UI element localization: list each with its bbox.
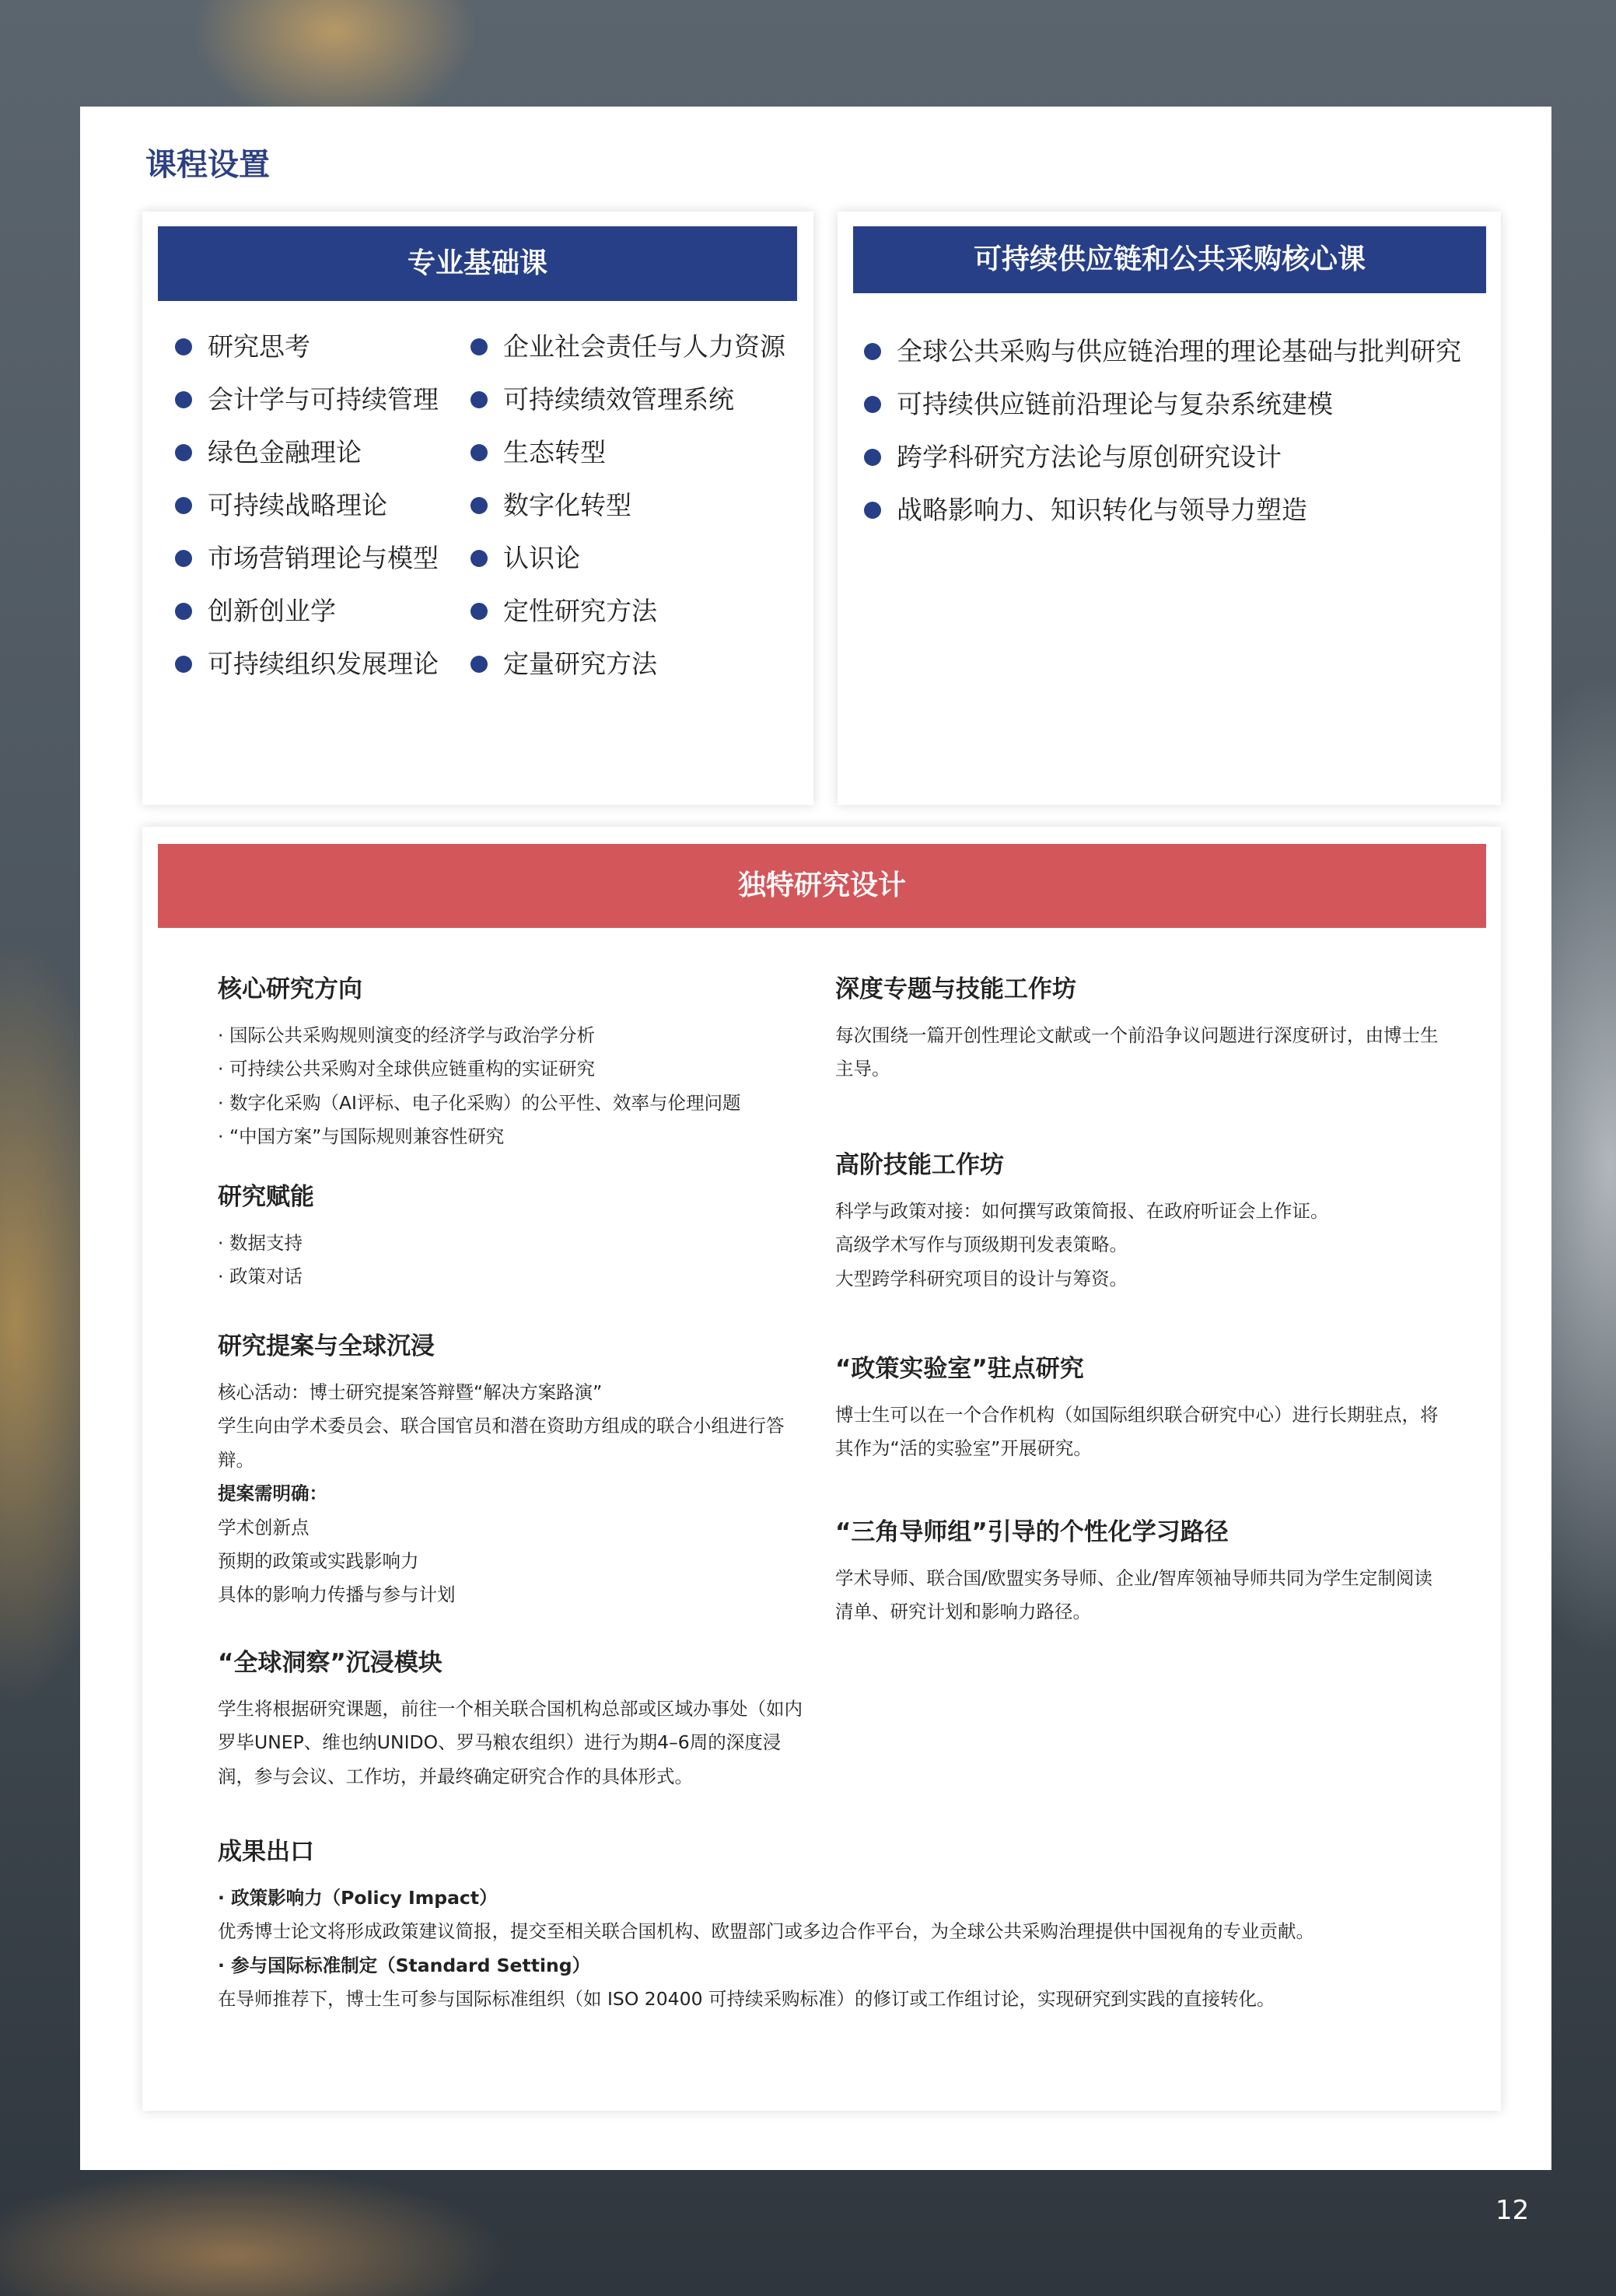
section-heading: 高阶技能工作坊 (835, 1151, 1004, 1179)
section-text: · 可持续公共采购对全球供应链重构的实证研究 (218, 1058, 595, 1080)
section-text: 学生将根据研究课题，前往一个相关联合国机构总部或区域办事处（如内罗毕UNEP、维也纳UNIDO、罗马粮农组织）进行为期4–6周的深度浸润，参与会议、工作坊，并最终确定研究合作的具体形式。 (218, 1698, 803, 1787)
section-text: · 政策对话 (218, 1265, 303, 1288)
foundation-header: 专业基础课 (158, 226, 797, 301)
bullet-dot-icon (470, 444, 488, 461)
section-text: 提案需明确： (218, 1482, 327, 1505)
research-section (835, 972, 1450, 1087)
course-label: 创新创业学 (208, 596, 336, 626)
course-item (864, 484, 1461, 537)
section-text: 学术创新点 (218, 1516, 310, 1538)
bullet-dot-icon (470, 550, 488, 567)
section-heading: 成果出口 (218, 1838, 314, 1866)
bullet-dot-icon (175, 550, 192, 567)
section-heading: 研究提案与全球沉浸 (218, 1332, 435, 1360)
course-label: 可持续组织发展理论 (208, 649, 439, 679)
section-text: · 数字化采购（AI评标、电子化采购）的公平性、效率与伦理问题 (218, 1091, 741, 1114)
bullet-dot-icon (470, 338, 488, 355)
section-text: 在导师推荐下，博士生可参与国际标准组织（如 ISO 20400 可持续采购标准）的修订或工作组讨论，实现研究到实践的直接转化。 (218, 1988, 1275, 2011)
research-section (835, 1515, 1450, 1629)
course-label: 生态转型 (503, 437, 606, 467)
core-card (838, 212, 1501, 805)
section-text: 核心活动：博士研究提案答辩暨“解决方案路演” (218, 1381, 603, 1403)
bullet-dot-icon (175, 656, 192, 673)
course-label: 可持续战略理论 (208, 490, 387, 520)
section-text: · 数据支持 (218, 1232, 303, 1254)
foundation-list-col2 (470, 320, 785, 691)
bullet-dot-icon (864, 449, 881, 466)
bullet-dot-icon (470, 497, 488, 514)
section-text: 大型跨学科研究项目的设计与筹资。 (835, 1267, 1128, 1290)
course-label: 定性研究方法 (503, 596, 657, 626)
course-item (470, 479, 785, 532)
core-list (864, 325, 1461, 537)
course-item (470, 373, 785, 426)
course-label: 会计学与可持续管理 (208, 384, 439, 415)
course-label: 跨学科研究方法论与原创研究设计 (897, 442, 1282, 472)
bullet-dot-icon (864, 396, 881, 413)
course-label: 市场营销理论与模型 (208, 543, 439, 573)
course-item (470, 320, 785, 373)
course-label: 可持续供应链前沿理论与复杂系统建模 (897, 389, 1333, 419)
bullet-dot-icon (175, 497, 192, 514)
bullet-dot-icon (175, 444, 192, 461)
section-text: · 国际公共采购规则演变的经济学与政治学分析 (218, 1024, 595, 1046)
course-label: 战略影响力、知识转化与领导力塑造 (897, 495, 1307, 525)
section-text: 学生向由学术委员会、联合国官员和潜在资助方组成的联合小组进行答辩。 (218, 1415, 785, 1471)
research-section (218, 1180, 809, 1294)
course-label: 研究思考 (208, 331, 310, 362)
section-heading: “政策实验室”驻点研究 (835, 1355, 1084, 1383)
research-header: 独特研究设计 (158, 844, 1486, 928)
section-heading: 研究赋能 (218, 1183, 314, 1211)
section-text: 具体的影响力传播与参与计划 (218, 1584, 456, 1606)
course-item (175, 585, 439, 638)
course-item (864, 378, 1461, 431)
bullet-dot-icon (470, 656, 488, 673)
research-section (835, 1352, 1450, 1466)
course-item (175, 479, 439, 532)
section-text: 学术导师、联合国/欧盟实务导师、企业/智库领袖导师共同为学生定制阅读清单、研究计划和影响力路径。 (835, 1567, 1432, 1623)
section-text: 每次围绕一篇开创性理论文献或一个前沿争议问题进行深度研讨，由博士生主导。 (835, 1024, 1439, 1080)
course-label: 数字化转型 (503, 490, 631, 520)
bullet-dot-icon (175, 391, 192, 408)
course-item (470, 532, 785, 585)
research-section (218, 1329, 809, 1612)
section-heading: “全球洞察”沉浸模块 (218, 1649, 442, 1677)
bullet-dot-icon (175, 603, 192, 620)
course-item (175, 532, 439, 585)
section-text: · “中国方案”与国际规则兼容性研究 (218, 1125, 505, 1148)
page-number: 12 (1495, 2195, 1530, 2226)
course-label: 绿色金融理论 (208, 437, 362, 467)
research-section (218, 1835, 1462, 2017)
section-heading: “三角导师组”引导的个性化学习路径 (835, 1518, 1229, 1546)
course-item (175, 373, 439, 426)
course-item (175, 638, 439, 691)
course-item (175, 320, 439, 373)
bullet-dot-icon (470, 603, 488, 620)
section-text: 科学与政策对接：如何撰写政策简报、在政府听证会上作证。 (835, 1200, 1329, 1222)
research-section (218, 1646, 809, 1794)
course-item (175, 426, 439, 479)
bullet-dot-icon (175, 338, 192, 355)
course-item (470, 638, 785, 691)
course-label: 认识论 (503, 543, 580, 573)
course-label: 企业社会责任与人力资源 (503, 331, 785, 362)
bullet-dot-icon (864, 343, 881, 360)
course-item (864, 431, 1461, 484)
page-title: 课程设置 (145, 147, 270, 183)
bullet-dot-icon (864, 502, 881, 519)
section-text: 高级学术写作与顶级期刊发表策略。 (835, 1234, 1128, 1256)
section-heading: 深度专题与技能工作坊 (835, 975, 1076, 1003)
core-header: 可持续供应链和公共采购核心课 (853, 226, 1486, 293)
research-section (218, 972, 809, 1154)
section-text: · 政策影响力（Policy Impact） (218, 1887, 498, 1909)
course-item (470, 426, 785, 479)
research-section (835, 1148, 1450, 1296)
course-label: 全球公共采购与供应链治理的理论基础与批判研究 (897, 336, 1461, 366)
course-label: 可持续绩效管理系统 (503, 384, 734, 415)
section-text: 博士生可以在一个合作机构（如国际组织联合研究中心）进行长期驻点，将其作为“活的实验室”开展研究。 (835, 1404, 1439, 1460)
foundation-card (142, 212, 813, 805)
bullet-dot-icon (470, 391, 488, 408)
course-item (864, 325, 1461, 378)
course-label: 定量研究方法 (503, 649, 657, 679)
foundation-list-col1 (175, 320, 439, 691)
section-text: · 参与国际标准制定（Standard Setting） (218, 1954, 591, 1976)
section-heading: 核心研究方向 (218, 975, 362, 1003)
section-text: 预期的政策或实践影响力 (218, 1550, 419, 1573)
section-text: 优秀博士论文将形成政策建议简报，提交至相关联合国机构、欧盟部门或多边合作平台，为全球公共采购治理提供中国视角的专业贡献。 (218, 1920, 1314, 1943)
course-item (470, 585, 785, 638)
